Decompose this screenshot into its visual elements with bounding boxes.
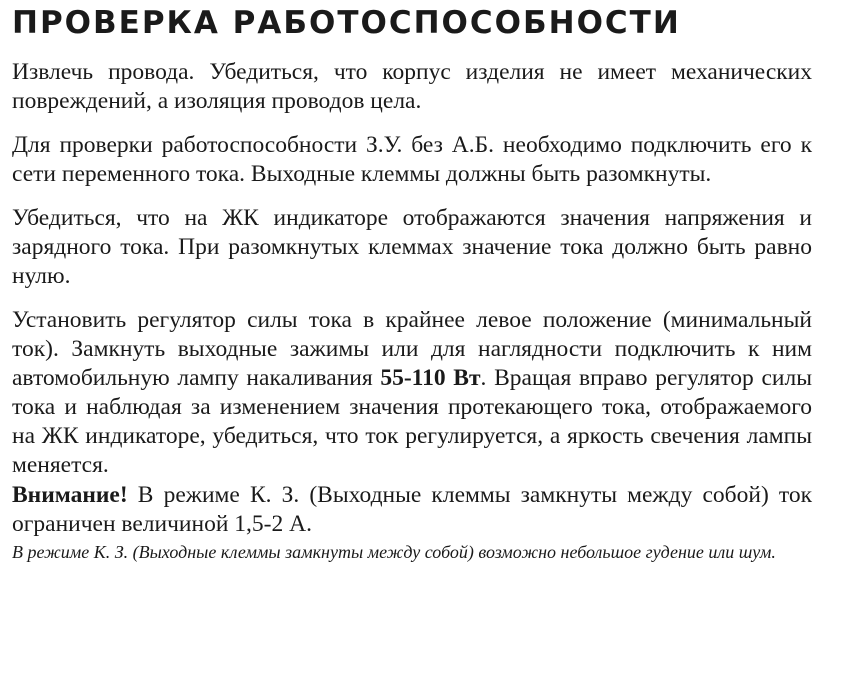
document-page [12,0,812,564]
paragraph-connection: Для проверки работоспособности З.У. без А.Б. необходимо подключить его к сети переменного тока. Выходные клеммы должны быть разомкнуты. [12,132,812,187]
lamp-power-value: 55-110 Вт [380,365,481,391]
paragraph-indicator-check: Убедиться, что на ЖК индикаторе отображаются значения напряжения и зарядного тока. При разомкнутых клеммах значение тока должно быть равно нулю. [12,205,812,289]
italic-note: В режиме К. З. (Выходные клеммы замкнуты между собой) возможно небольшое гудение или шум. [12,542,776,562]
warning-paragraph [12,481,812,539]
warning-text: В режиме К. З. (Выходные клеммы замкнуты между собой) ток ограничен величиной 1,5-2 А. [12,482,812,537]
paragraph-current-regulation-text-end: . Вращая вправо регулятор силы тока и наблюдая за изменением значения протекающего тока, отображаемого на ЖК индикаторе, убедиться, что ток регулируется, а яркость свечения лампы меняется. [12,365,812,478]
paragraph-inspection: Извлечь провода. Убедиться, что корпус изделия не имеет механических повреждений, а изоляция проводов цела. [12,59,812,114]
warning-label: Внимание! [12,482,128,508]
paragraph-current-regulation [12,306,812,480]
paragraph-current-regulation-text-start: Установить регулятор силы тока в крайнее левое положение (минимальный ток). Замкнуть выходные зажимы или для наглядности подключить к ним автомобильную лампу накаливания [12,307,812,391]
page-title: ПРОВЕРКА РАБОТОСПОСОБНОСТИ [12,5,681,41]
